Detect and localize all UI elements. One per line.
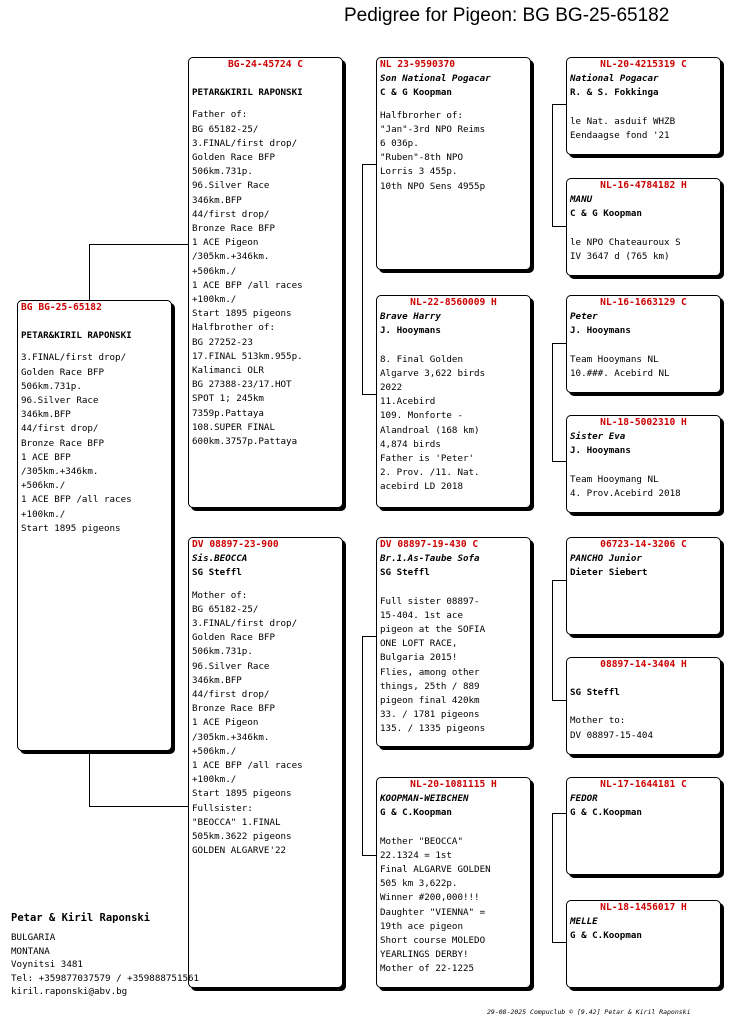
breeder-email[interactable]: kiril.raponski@abv.bg [11,986,128,998]
ring-number: NL-18-5002310 H [600,417,687,428]
pigeon-notes: Father of: BG 65182-25/ 3.FINAL/first drop/ Golden Race BFP 506km.731p. 96.Silver Race 346km.BFP 44/first drop/ Bronze Race BFP 1 ACE Pigeon /305km.+346km. +506km./ 1 ACE BFP /all races +100km./ Start 1895 pigeons Halfbrother of: BG 27252-23 17.FINAL 513km.955p. Kalimanci OLR BG 27388-23/17.HOT SPOT 1; 245km 7359p.Pattaya 108.SUPER FINAL 600km.3757p.Pattaya [192,109,303,448]
ring-number: BG-24-45724 C [227,59,304,70]
owner-name: J. Hooymans [570,325,631,337]
ring-number: 08897-14-3404 H [600,659,687,670]
pigeon-name: Sister Eva [570,431,626,443]
connector-line [89,750,90,806]
owner-name: PETAR&KIRIL RAPONSKI [192,87,303,99]
mother-card[interactable] [188,537,343,988]
breeder-name: Petar & Kiril Raponski [11,912,151,924]
pigeon-name: KOOPMAN-WEIBCHEN [380,793,469,805]
paternal-grandmother-card[interactable] [376,295,531,508]
ring-number: NL-17-1644181 C [600,779,687,790]
great-grandparent-card[interactable] [566,900,721,988]
owner-name: J. Hooymans [570,445,631,457]
owner-name: Dieter Siebert [570,567,648,579]
ring-number: DV 08897-23-900 [192,539,279,550]
maternal-grandmother-card[interactable] [376,777,531,988]
pigeon-notes: 3.FINAL/first drop/ Golden Race BFP 506km.731p. 96.Silver Race 346km.BFP 44/first drop/ Bronze Race BFP 1 ACE BFP /305km.+346km. +506km./ 1 ACE BFP /all races +100km./ Start 1895 pigeons [21,352,132,534]
great-grandparent-card[interactable] [566,57,721,155]
connector-line [552,813,553,942]
owner-name: C & G Koopman [380,87,452,99]
breeder-country: BULGARIA [11,932,56,944]
great-grandparent-card[interactable] [566,537,721,635]
father-card[interactable] [188,57,343,508]
breeder-info [11,912,199,998]
pigeon-name: FEDOR [570,793,598,805]
pigeon-notes: Halfbrorher of: "Jan"-3rd NPO Reims 6 036p. "Ruben"-8th NPO Lorris 3 455p. 10th NPO Sens 4955p [380,109,486,192]
ring-number: NL-16-4784182 H [600,180,687,191]
pigeon-name: Br.1.As-Taube Sofa [380,553,480,565]
connector-line [552,580,553,700]
great-grandparent-card[interactable] [566,295,721,393]
pigeon-name: Son National Pogacar [380,73,491,85]
pigeon-name: MELLE [570,916,598,928]
owner-name: G & C.Koopman [380,807,452,819]
connector-line [552,343,553,461]
great-grandparent-card[interactable] [566,178,721,276]
connector-line [89,244,190,245]
pigeon-notes: Full sister 08897- 15-404. 1st ace pigeon at the SOFIA ONE LOFT RACE, Bulgaria 2015! Flies, among other things, 25th / 889 pigeon final 420km 33. / 1781 pigeons 135. / 1335 pigeons [380,595,486,735]
pigeon-notes: Team Hooymang NL 4. Prov.Acebird 2018 [570,473,681,499]
paternal-grandfather-card[interactable] [376,57,531,270]
pigeon-notes: 8. Final Golden Algarve 3,622 birds 2022 11.Acebird 109. Monforte - Alandroal (168 km) 4,874 birds Father is 'Peter' 2. Prov. /11. Nat. acebird LD 2018 [380,353,486,493]
footer-credits: 29-08-2025 Compuclub © [9.42] Petar & Kiril Raponski [487,1008,691,1016]
breeder-city: MONTANA [11,945,50,957]
owner-name: R. & S. Fokkinga [570,87,659,99]
pigeon-name: Sis.BEOCCA [192,553,248,565]
breeder-street: Voynitsi 3481 [11,959,83,971]
owner-name: SG Steffl [570,687,620,699]
great-grandparent-card[interactable] [566,415,721,513]
ring-number: NL-20-4215319 C [600,59,687,70]
connector-line [552,104,553,226]
subject-card[interactable] [17,300,172,751]
great-grandparent-card[interactable] [566,777,721,875]
pigeon-name: MANU [570,194,593,206]
owner-name: C & G Koopman [570,208,642,220]
breeder-phone: Tel: +359877037579 / +359888751561 [11,972,200,984]
pigeon-name: Brave Harry [380,311,441,323]
pigeon-name: National Pogacar [570,73,659,85]
maternal-grandfather-card[interactable] [376,537,531,747]
pigeon-notes: le NPO Chateauroux S IV 3647 d (765 km) [570,236,681,262]
ring-number: NL-16-1663129 C [600,297,687,308]
ring-number: NL-20-1081115 H [410,779,497,790]
ring-number: NL 23-9590370 [380,59,456,70]
connector-line [89,244,90,300]
great-grandparent-card[interactable] [566,657,721,755]
pigeon-name: PANCHO Junior [570,553,642,565]
connector-line [362,164,363,394]
ring-number: 06723-14-3206 C [600,539,687,550]
ring-number: NL-18-1456017 H [600,902,687,913]
owner-name: J. Hooymans [380,325,441,337]
ring-number: BG BG-25-65182 [21,302,102,313]
owner-name: SG Steffl [380,567,430,579]
connector-line [89,806,190,807]
pigeon-notes: le Nat. asduif WHZB Eendaagse fond '21 [570,115,676,141]
ring-number: DV 08897-19-430 C [380,539,479,550]
pigeon-notes: Mother of: BG 65182-25/ 3.FINAL/first drop/ Golden Race BFP 506km.731p. 96.Silver Race 346km.BFP 44/first drop/ Bronze Race BFP 1 ACE Pigeon /305km.+346km. +506km./ 1 ACE BFP /all races +100km./ Start 1895 pigeons Fullsister: "BEOCCA" 1.FINAL 505km.3622 pigeons GOLDEN ALGARVE'22 [192,589,303,857]
owner-name: G & C.Koopman [570,807,642,819]
owner-name: G & C.Koopman [570,930,642,942]
connector-line [362,636,363,855]
pigeon-notes: Team Hooymans NL 10.###. Acebird NL [570,353,670,379]
pigeon-name: Peter [570,311,598,323]
page-title: Pedigree for Pigeon: BG BG-25-65182 [344,5,670,26]
ring-number: NL-22-8560009 H [410,297,497,308]
pigeon-notes: Mother "BEOCCA" 22.1324 = 1st Final ALGARVE GOLDEN 505 km 3,622p. Winner #200,000!!! Daughter "VIENNA" = 19th ace pigeon Short course MOLEDO YEARLINGS DERBY! Mother of 22-1225 [380,835,491,975]
owner-name: PETAR&KIRIL RAPONSKI [21,330,132,342]
owner-name: SG Steffl [192,567,242,579]
pigeon-notes: Mother to: DV 08897-15-404 [570,715,653,741]
